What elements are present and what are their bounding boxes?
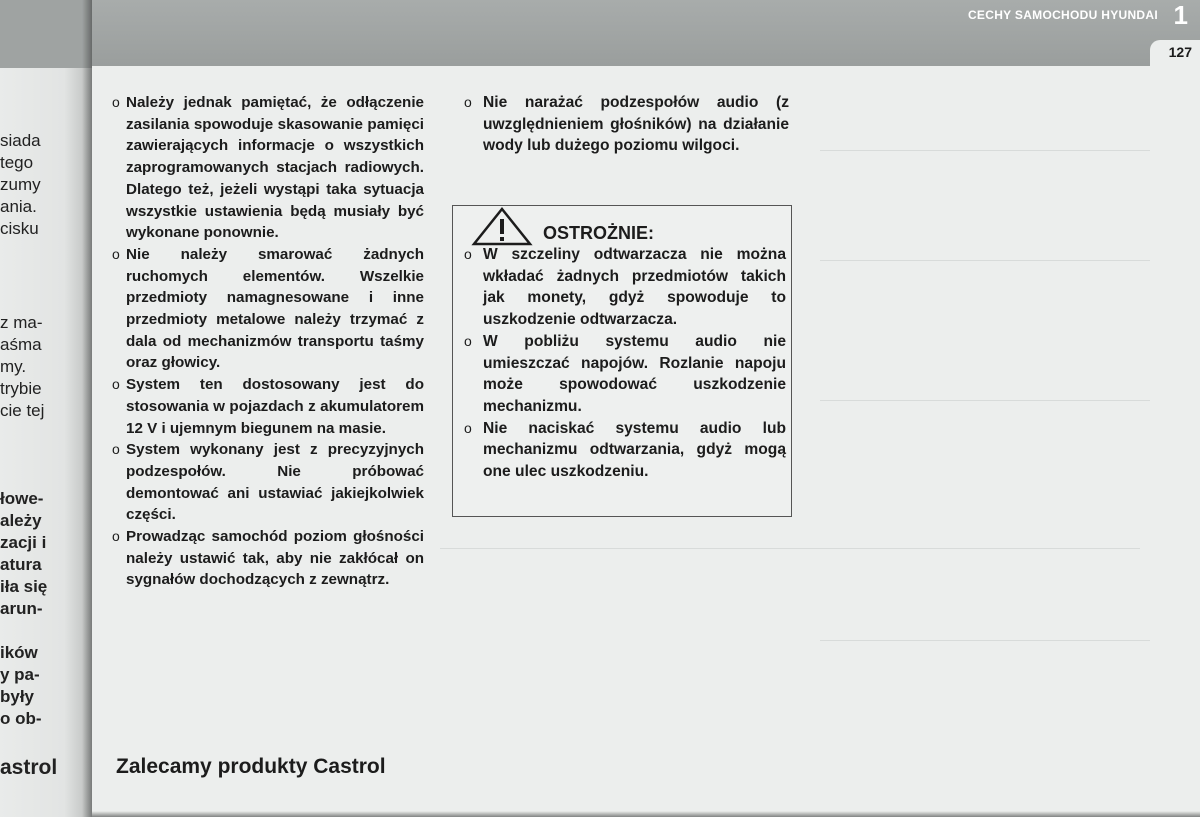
list-item-text: System ten dostosowany jest do stosowania w pojazdach z akumulatorem 12 V i ujemnym biegunem na masie. bbox=[126, 376, 424, 437]
section-title: CECHY SAMOCHODU HYUNDAI bbox=[967, 8, 1158, 22]
bullet-marker: o bbox=[112, 441, 120, 458]
section-heading: Zalecamy produkty Castrol bbox=[116, 755, 386, 778]
list-item bbox=[112, 92, 424, 244]
left-fragment: ania. bbox=[0, 197, 37, 216]
caution-list bbox=[464, 244, 786, 483]
left-fragment: były bbox=[0, 687, 35, 706]
left-fragment: zumy bbox=[0, 175, 41, 194]
left-fragment: tego bbox=[0, 153, 34, 172]
bullet-marker: o bbox=[464, 332, 472, 349]
left-fragment: zacji i bbox=[0, 533, 47, 552]
bullet-marker: o bbox=[464, 94, 472, 110]
list-item-text: Nie narażać podzespołów audio (z uwzględnieniem głośników) na działanie wody lub dużego poziomu wilgoci. bbox=[483, 94, 789, 155]
list-item bbox=[112, 526, 424, 591]
bullet-marker: o bbox=[112, 528, 120, 545]
show-through-line bbox=[820, 640, 1150, 641]
list-item bbox=[112, 244, 424, 374]
list-item bbox=[112, 374, 424, 439]
list-item bbox=[464, 92, 789, 157]
list-item-text: System wykonany jest z precyzyjnych podzespołów. Nie próbować demontować ani ustawiać jakiejkolwiek części. bbox=[126, 441, 424, 524]
list-item bbox=[112, 439, 424, 526]
list-item-text: Nie należy smarować żadnych ruchomych elementów. Wszelkie przedmioty namagnesowane i inne przedmioty metalowe należy trzymać z dala od mechanizmów transportu taśmy oraz głowicy. bbox=[126, 245, 424, 372]
chapter-number: 1 bbox=[1173, 0, 1188, 30]
list-item-text: W szczeliny odtwarzacza nie można wkładać żadnych przedmiotów takich jak monety, gdyż spowoduje to uszkodzenie odtwarzacza. bbox=[483, 246, 786, 329]
show-through-line bbox=[820, 400, 1150, 401]
list-item bbox=[464, 244, 786, 331]
left-fragment: my. bbox=[0, 357, 27, 376]
bullet-list bbox=[464, 92, 789, 157]
list-item-text: Nie naciskać systemu audio lub mechanizmu odtwarzania, gdyż mogą one ulec uszkodzeniu. bbox=[483, 419, 786, 481]
list-item-text: Należy jednak pamiętać, że odłączenie zasilania spowoduje skasowanie pamięci zawierających informacje o wszystkich zaprogramowanych stacjach radiowych. Dlatego też, jeżeli wystąpi taka sytuacja wszystkie ustawienia będą musiały być wykonane ponownie. bbox=[126, 94, 424, 242]
bullet-marker: o bbox=[464, 246, 472, 262]
left-fragment: ików bbox=[0, 643, 38, 662]
left-fragment: o ob- bbox=[0, 709, 42, 728]
bullet-marker: o bbox=[112, 94, 120, 110]
caution-box bbox=[452, 205, 792, 517]
bullet-marker: o bbox=[112, 245, 120, 262]
warning-triangle-icon bbox=[471, 206, 533, 246]
previous-page-header-band bbox=[0, 0, 92, 68]
left-fragment: trybie bbox=[0, 379, 42, 398]
bullet-marker: o bbox=[464, 419, 472, 436]
show-through-line bbox=[440, 548, 1140, 549]
left-fragment: arun- bbox=[0, 599, 43, 618]
show-through-line bbox=[820, 260, 1150, 261]
page-number: 127 bbox=[1168, 44, 1192, 60]
page-bottom-shadow bbox=[92, 811, 1200, 817]
left-fragment: iła się bbox=[0, 577, 48, 596]
page-header-band bbox=[92, 0, 1200, 66]
left-page-heading-fragment: astrol bbox=[0, 756, 58, 779]
bullet-list bbox=[112, 92, 424, 591]
left-fragment: aśma bbox=[0, 335, 42, 354]
list-item bbox=[464, 418, 786, 483]
left-fragment: atura bbox=[0, 555, 42, 574]
left-fragment: y pa- bbox=[0, 665, 40, 684]
left-text-column bbox=[112, 92, 424, 591]
previous-page-edge bbox=[0, 0, 92, 817]
bullet-marker: o bbox=[112, 376, 120, 393]
bullet-list bbox=[464, 244, 786, 483]
right-text-column bbox=[464, 92, 789, 157]
left-fragment: łowe- bbox=[0, 489, 44, 508]
list-item-text: W pobliżu systemu audio nie umieszczać napojów. Rozlanie napoju może spowodować uszkodzenie mechanizmu. bbox=[483, 332, 786, 415]
left-fragment: ależy bbox=[0, 511, 42, 530]
caution-header bbox=[471, 206, 654, 246]
left-fragment: z ma- bbox=[0, 313, 43, 332]
left-fragment: siada bbox=[0, 131, 41, 150]
list-item bbox=[464, 331, 786, 418]
list-item-text: Prowadząc samochód poziom głośności należy ustawić tak, aby nie zakłócał on sygnałów dochodzących z zewnątrz. bbox=[126, 528, 424, 589]
caution-label: OSTROŻNIE: bbox=[543, 222, 654, 243]
left-fragment: cie tej bbox=[0, 401, 45, 420]
book-gutter-shadow bbox=[82, 0, 92, 817]
show-through-line bbox=[820, 150, 1150, 151]
left-fragment: cisku bbox=[0, 219, 39, 238]
